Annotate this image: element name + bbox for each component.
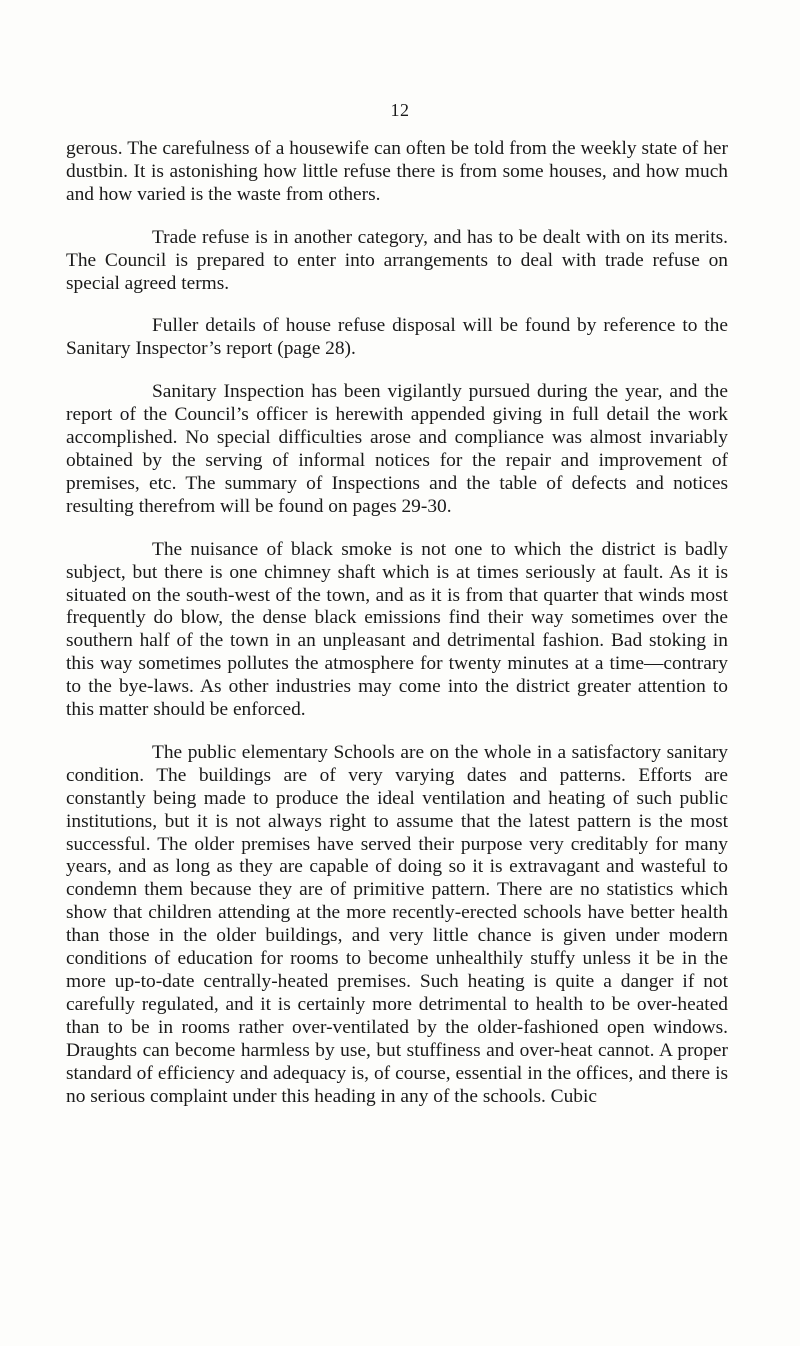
body-text	[66, 138, 728, 1128]
paragraph-trade-refuse: Trade refuse is in another category, and has to be dealt with on its merits. The Council is prepared to enter into arrangements to deal with trade refuse on special agreed terms.	[66, 226, 728, 294]
paragraph-black-smoke: The nuisance of black smoke is not one to which the district is badly subject, but there is one chimney shaft which is at times seriously at fault. As it is situated on the south-west of the town, and as it is from that quarter that winds most frequently do blow, the dense black emissions find their way sometimes over the southern half of the town in an unpleasant and detrimental fashion. Bad stoking in this way sometimes pollutes the atmosphere for twenty minutes at a time—contrary to the bye-laws. As other industries may come into the district greater attention to this matter should be enforced.	[66, 538, 728, 721]
paragraph-sanitary-inspection: Sanitary Inspection has been vigilantly pursued during the year, and the report of the Council’s officer is herewith appended giving in full detail the work accomplished. No special difficulties arose and compliance was almost invariably obtained by the serving of informal notices for the repair and improvement of premises, etc. The summary of Inspections and the table of defects and notices resulting therefrom will be found on pages 29-30.	[66, 381, 728, 517]
paragraph-refuse-dustbin: gerous. The carefulness of a housewife can often be told from the weekly state of her dustbin. It is astonishing how little refuse there is from some houses, and how much and how varied is the waste from others.	[66, 138, 728, 205]
page-number: 12	[390, 100, 410, 120]
paragraph-refuse-disposal-reference: Fuller details of house refuse disposal will be found by reference to the Sanitary Inspector’s report (page 28).	[66, 315, 728, 360]
paragraph-elementary-schools: The public elementary Schools are on the whole in a satisfactory sanitary condition. The buildings are of very varying dates and patterns. Efforts are constantly being made to produce the ideal ventilation and heating of such public institutions, but it is not always right to assume that the latest pattern is the most successful. The older premises have served their purpose very creditably for many years, and as long as they are capable of doing so it is extravagant and wasteful to condemn them because they are of primitive pattern. There are no statistics which show that children attending at the more recently-erected schools have better health than those in the older buildings, and very little chance is given under modern conditions of education for rooms to become unhealthily stuffy unless it be in the more up-to-date centrally-heated premises. Such heating is quite a danger if not carefully regulated, and it is certainly more detrimental to health to be over-heated than to be in rooms rather over-ventilated by the older-fashioned open windows. Draughts can become harmless by use, but stuffiness and over-heat cannot. A proper standard of efficiency and adequacy is, of course, essential in the offices, and there is no serious complaint under this heading in any of the schools. Cubic	[66, 741, 728, 1107]
